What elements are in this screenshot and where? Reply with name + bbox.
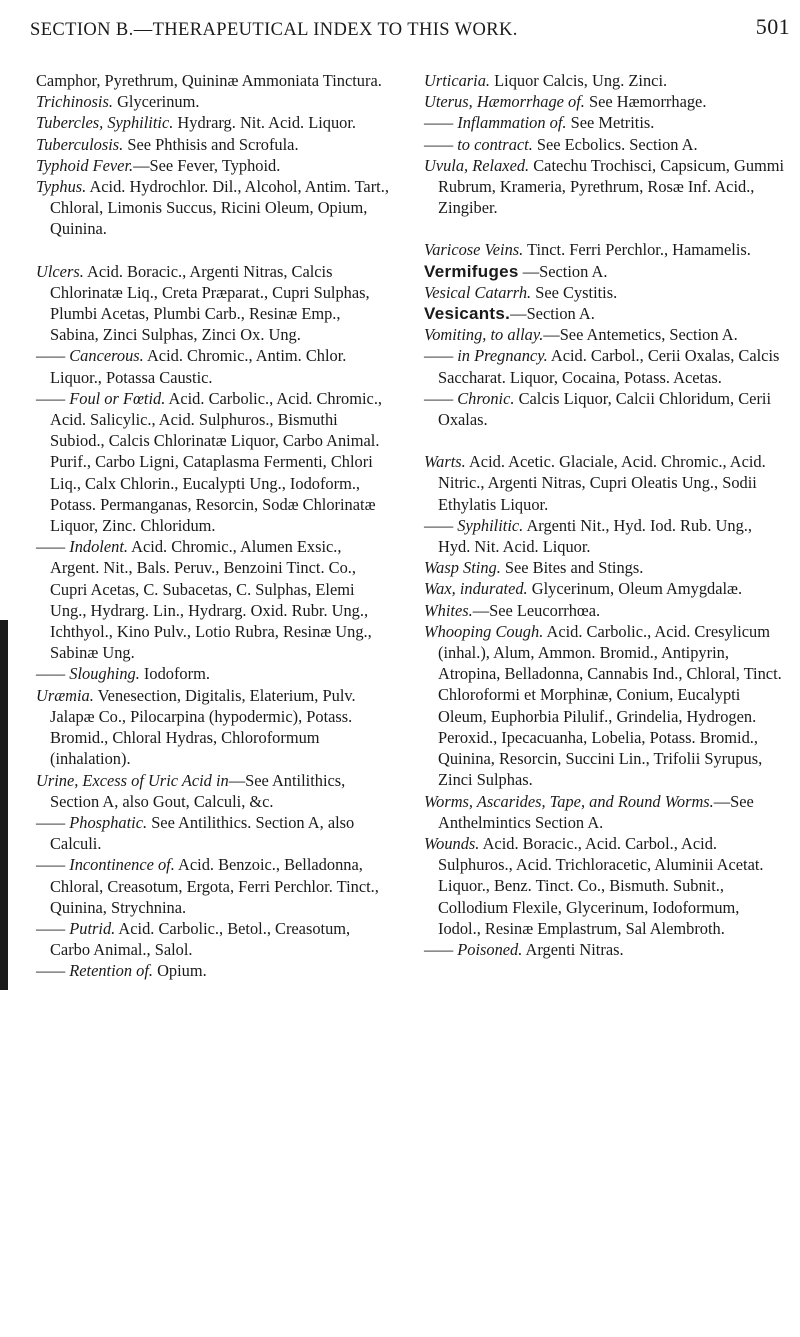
entry-heading: —— Putrid. — [36, 918, 116, 938]
entry-heading: Urticaria. — [424, 71, 491, 90]
entry-remedies: See Phthisis and Scrofula. — [123, 134, 299, 154]
entry-remedies: See Metritis. — [566, 113, 655, 133]
page-edge-mark — [0, 620, 8, 990]
entry-heading: Ulcers. — [36, 261, 84, 281]
index-entry — [424, 600, 786, 621]
index-entry — [424, 239, 786, 260]
index-entry — [36, 388, 391, 536]
entry-remedies: Argenti Nitras. — [522, 939, 624, 959]
entry-heading: Vermifuges — [424, 261, 519, 281]
page-number: 501 — [755, 14, 790, 39]
index-entry — [424, 451, 786, 515]
entry-heading: —— to contract. — [424, 134, 533, 154]
entry-heading: Worms, Ascarides, Tape, and Round Worms. — [424, 791, 714, 811]
index-entry — [36, 536, 391, 663]
entry-heading: Whites. — [424, 600, 473, 620]
index-entry — [424, 578, 786, 599]
entry-heading: —— Sloughing. — [36, 664, 140, 684]
entry-heading: —— Incontinence of. — [36, 855, 175, 875]
running-title: SECTION B.—THERAPEUTICAL INDEX TO THIS WORK. — [30, 20, 518, 40]
entry-heading: —— Phosphatic. — [36, 812, 148, 832]
entry-heading: Tubercles, Syphilitic. — [36, 113, 174, 133]
entry-remedies: Acid. Boracic., Acid. Carbol., Acid. Sulphuros., Acid. Trichloracetic, Aluminii Acetat. Liquor., Benz. Tinct. Co., Bismuth. Subnit., Collodium Flexile, Glycerinum, Iodoformum, Iodol., Resinæ Emplastrum, Sal Alembroth. — [438, 833, 764, 938]
index-entry — [424, 303, 786, 324]
index-entry — [36, 918, 391, 960]
entry-remedies: Acid. Carbolic., Acid. Chromic., Acid. Salicylic., Acid. Sulphuros., Bismuthi Subiod., Calcis Chlorinatæ Liquor, Carbo Animal. Purif., Carbo Ligni, Cataplasma Fermenti, Chlori Liq., Calx Chlorin., Eucalypti Ung., Iodoform., Potass. Permanganas, Resorcin, Sodæ Chlorinatæ Liquor, Zinc. Chloridum. — [50, 388, 383, 536]
index-entry — [36, 91, 391, 112]
entry-heading: Uvula, Relaxed. — [424, 155, 530, 175]
entry-remedies: See Ecbolics. Section A. — [532, 134, 698, 154]
index-entry — [36, 176, 391, 240]
entry-remedies: Acid. Chromic., Antim. Chlor. Liquor., Potassa Caustic. — [50, 346, 347, 387]
index-entry — [424, 621, 786, 791]
entry-remedies: —See Leucorrhœa. — [472, 600, 601, 620]
entry-remedies: Acid. Acetic. Glaciale, Acid. Chromic., Acid. Nitric., Argenti Nitras, Cupri Oleatis Ung., Sodii Ethylatis Liquor. — [438, 452, 766, 514]
entry-heading: Wasp Sting. — [424, 558, 501, 578]
entry-remedies: Acid. Carbolic., Acid. Cresylicum (inhal.), Alum, Ammon. Bromid., Antipyrin, Atropina, Belladonna, Cannabis Ind., Chloral, Tinct. Chloroformi et Morphinæ, Conium, Eucalypti Oleum, Euphorbia Pilulif., Grindelia, Hydrogen. Peroxid., Ipecacuanha, Lobelia, Potass. Bromid., Quinina, Resorcin, Succini Lin., Trifolii Syrupus, Zinci Sulphas. — [438, 621, 782, 790]
entry-remedies: —Section A. — [510, 304, 595, 324]
index-entry — [424, 388, 786, 430]
index-entry — [36, 345, 391, 387]
entry-remedies: —See Antilithics, Section A, also Gout, Calculi, &c. — [50, 770, 346, 811]
index-entry — [424, 91, 786, 112]
index-entry — [36, 261, 391, 346]
index-entry — [36, 770, 391, 812]
entry-remedies: Calcis Liquor, Calcii Chloridum, Cerii Oxalas. — [438, 388, 772, 430]
index-entry — [424, 833, 786, 939]
entry-remedies: Liquor Calcis, Ung. Zinci. — [490, 71, 668, 90]
index-entry — [424, 939, 786, 960]
index-entry — [424, 515, 786, 557]
entry-remedies: Acid. Carbolic., Betol., Creasotum, Carbo Animal., Salol. — [50, 918, 351, 960]
index-entry — [424, 791, 786, 833]
index-entry — [424, 134, 786, 155]
entry-heading: Whooping Cough. — [424, 621, 544, 641]
index-entry — [36, 854, 391, 918]
entry-heading: Trichinosis. — [36, 92, 113, 112]
entry-remedies: Acid. Hydrochlor. Dil., Alcohol, Antim. Tart., Chloral, Limonis Succus, Ricini Oleum, Opium, Quinina. — [50, 177, 389, 239]
entry-remedies: Argenti Nit., Hyd. Iod. Rub. Ung., Hyd. Nit. Acid. Liquor. — [438, 515, 752, 557]
entry-heading: Typhoid Fever. — [36, 155, 134, 175]
entry-heading: Uterus, Hæmorrhage of. — [424, 92, 585, 112]
entry-heading: Uræmia. — [36, 685, 94, 705]
entry-remedies: Glycerinum. — [112, 92, 200, 112]
entry-heading: Wax, indurated. — [424, 579, 528, 599]
index-entry — [36, 685, 391, 770]
index-entry — [36, 112, 391, 133]
entry-heading: —— Syphilitic. — [424, 515, 524, 535]
index-entry — [424, 112, 786, 133]
entry-heading: Wounds. — [424, 833, 480, 853]
index-entry — [36, 134, 391, 155]
entry-heading: —— Indolent. — [36, 537, 128, 557]
index-entry — [36, 663, 391, 684]
entry-heading: —— Cancerous. — [36, 346, 144, 366]
entry-heading: —— Foul or Fœtid. — [36, 388, 166, 408]
entry-heading: Varicose Veins. — [424, 240, 524, 260]
right-column — [424, 70, 786, 960]
entry-remedies: See Antilithics. Section A, also Calculi. — [50, 812, 355, 854]
entry-heading: —— Chronic. — [424, 388, 515, 408]
entry-heading: Warts. — [424, 452, 466, 472]
entry-remedies: —See Anthelmintics Section A. — [438, 791, 754, 832]
index-entry — [424, 282, 786, 303]
entry-remedies: —See Antemetics, Section A. — [543, 325, 738, 345]
entry-heading: —— in Pregnancy. — [424, 346, 548, 366]
page-header — [30, 14, 790, 44]
entry-heading: Typhus. — [36, 177, 87, 197]
entry-remedies: See Cystitis. — [531, 282, 618, 302]
entry-remedies: Acid. Boracic., Argenti Nitras, Calcis Chlorinatæ Liq., Creta Præparat., Cupri Sulphas, Plumbi Acetas, Plumbi Carb., Resinæ Emp., Sabina, Zinci Sulphas, Zinci Ox. Ung. — [50, 261, 370, 345]
entry-heading: Tuberculosis. — [36, 134, 124, 154]
index-entry — [424, 345, 786, 387]
entry-remedies: See Bites and Stings. — [500, 558, 644, 578]
entry-remedies: Camphor, Pyrethrum, Quininæ Ammoniata Tinctura. — [36, 71, 382, 90]
index-entry — [424, 70, 786, 91]
entry-remedies: Catechu Trochisci, Capsicum, Gummi Rubrum, Krameria, Pyrethrum, Rosæ Inf. Acid., Zingiber. — [438, 155, 785, 218]
index-entry — [424, 324, 786, 345]
entry-heading: Vesical Catarrh. — [424, 282, 532, 302]
index-entry — [36, 155, 391, 176]
entry-remedies: Opium. — [153, 961, 207, 981]
entry-heading: Urine, Excess of Uric Acid in — [36, 770, 229, 790]
entry-remedies: See Hæmorrhage. — [584, 92, 707, 112]
entry-remedies: Hydrarg. Nit. Acid. Liquor. — [173, 113, 357, 133]
left-column — [36, 70, 391, 982]
entry-remedies: Acid. Carbol., Cerii Oxalas, Calcis Saccharat. Liquor, Cocaina, Potass. Acetas. — [438, 346, 780, 387]
index-entry — [424, 557, 786, 578]
entry-remedies: Iodoform. — [139, 664, 210, 684]
entry-heading: —— Inflammation of. — [424, 113, 567, 133]
entry-remedies: Acid. Benzoic., Belladonna, Chloral, Creasotum, Ergota, Ferri Perchlor. Tinct., Quinina, Strychnina. — [50, 855, 379, 917]
index-entry — [36, 960, 391, 981]
entry-remedies: Acid. Chromic., Alumen Exsic., Argent. Nit., Bals. Peruv., Benzoini Tinct. Co., Cupri Acetas, C. Subacetas, C. Sulphas, Elemi Ung., Hydrarg. Lin., Hydrarg. Oxid. Rubr. Ung., Ichthyol., Kino Pulv., Lotio Rubra, Resinæ Ung., Sabinæ Ung. — [50, 537, 372, 663]
entry-heading: Vomiting, to allay. — [424, 325, 544, 345]
index-entry — [36, 812, 391, 854]
entry-heading: —— Poisoned. — [424, 939, 523, 959]
entry-remedies: Venesection, Digitalis, Elaterium, Pulv. Jalapæ Co., Pilocarpina (hypodermic), Potass. Bromid., Chloral Hydras, Chloroformum (inhalation). — [50, 685, 356, 769]
entry-remedies: —See Fever, Typhoid. — [133, 155, 281, 175]
index-entry — [424, 155, 786, 219]
entry-remedies: Tinct. Ferri Perchlor., Hamamelis. — [523, 240, 751, 260]
entry-remedies: —Section A. — [518, 261, 608, 281]
entry-remedies: Glycerinum, Oleum Amygdalæ. — [527, 579, 743, 599]
entry-heading: Vesicants. — [424, 304, 511, 324]
index-entry — [36, 70, 391, 91]
entry-heading: —— Retention of. — [36, 961, 153, 981]
index-entry — [424, 261, 786, 282]
